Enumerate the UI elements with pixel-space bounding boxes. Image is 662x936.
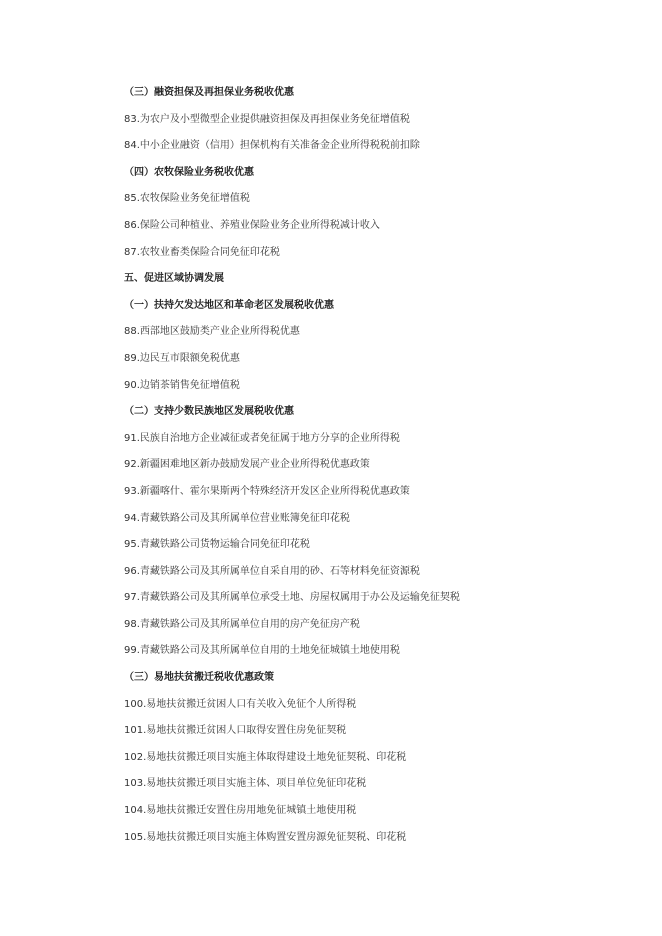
section-heading: （三）易地扶贫搬迁税收优惠政策 xyxy=(124,672,274,684)
policy-item: 90.边销茶销售免征增值税 xyxy=(124,379,240,391)
policy-item: 101.易地扶贫搬迁贫困人口取得安置住房免征契税 xyxy=(124,725,347,737)
policy-item: 95.青藏铁路公司货物运输合同免征印花税 xyxy=(124,539,310,551)
policy-item: 105.易地扶贫搬迁项目实施主体购置安置房源免征契税、印花税 xyxy=(124,831,407,843)
policy-item: 102.易地扶贫搬迁项目实施主体取得建设土地免征契税、印花税 xyxy=(124,751,407,763)
policy-item: 96.青藏铁路公司及其所属单位自采自用的砂、石等材料免征资源税 xyxy=(124,565,420,577)
section-heading: （二）支持少数民族地区发展税收优惠 xyxy=(124,406,294,418)
policy-item: 103.易地扶贫搬迁项目实施主体、项目单位免征印花税 xyxy=(124,778,367,790)
policy-item: 86.保险公司种植业、养殖业保险业务企业所得税减计收入 xyxy=(124,219,380,231)
policy-item: 104.易地扶贫搬迁安置住房用地免征城镇土地使用税 xyxy=(124,805,357,817)
policy-item: 100.易地扶贫搬迁贫困人口有关收入免征个人所得税 xyxy=(124,698,357,710)
policy-item: 89.边民互市限额免税优惠 xyxy=(124,352,240,364)
document-body xyxy=(124,84,624,855)
policy-item: 92.新疆困难地区新办鼓励发展产业企业所得税优惠政策 xyxy=(124,459,370,471)
policy-item: 98.青藏铁路公司及其所属单位自用的房产免征房产税 xyxy=(124,618,360,630)
policy-item: 84.中小企业融资（信用）担保机构有关准备金企业所得税税前扣除 xyxy=(124,140,420,152)
policy-item: 87.农牧业畜类保险合同免征印花税 xyxy=(124,246,280,258)
section-heading: （一）扶持欠发达地区和革命老区发展税收优惠 xyxy=(124,299,334,311)
policy-item: 97.青藏铁路公司及其所属单位承受土地、房屋权属用于办公及运输免征契税 xyxy=(124,592,460,604)
policy-item: 93.新疆喀什、霍尔果斯两个特殊经济开发区企业所得税优惠政策 xyxy=(124,485,410,497)
policy-item: 94.青藏铁路公司及其所属单位营业账簿免征印花税 xyxy=(124,512,350,524)
policy-item: 99.青藏铁路公司及其所属单位自用的土地免征城镇土地使用税 xyxy=(124,645,400,657)
section-heading: （四）农牧保险业务税收优惠 xyxy=(124,166,254,178)
policy-item: 85.农牧保险业务免征增值税 xyxy=(124,193,250,205)
policy-item: 83.为农户及小型微型企业提供融资担保及再担保业务免征增值税 xyxy=(124,113,410,125)
policy-item: 91.民族自治地方企业减征或者免征属于地方分享的企业所得税 xyxy=(124,432,400,444)
policy-item: 88.西部地区鼓励类产业企业所得税优惠 xyxy=(124,326,300,338)
section-heading: 五、促进区域协调发展 xyxy=(124,273,224,285)
section-heading: （三）融资担保及再担保业务税收优惠 xyxy=(124,87,294,98)
